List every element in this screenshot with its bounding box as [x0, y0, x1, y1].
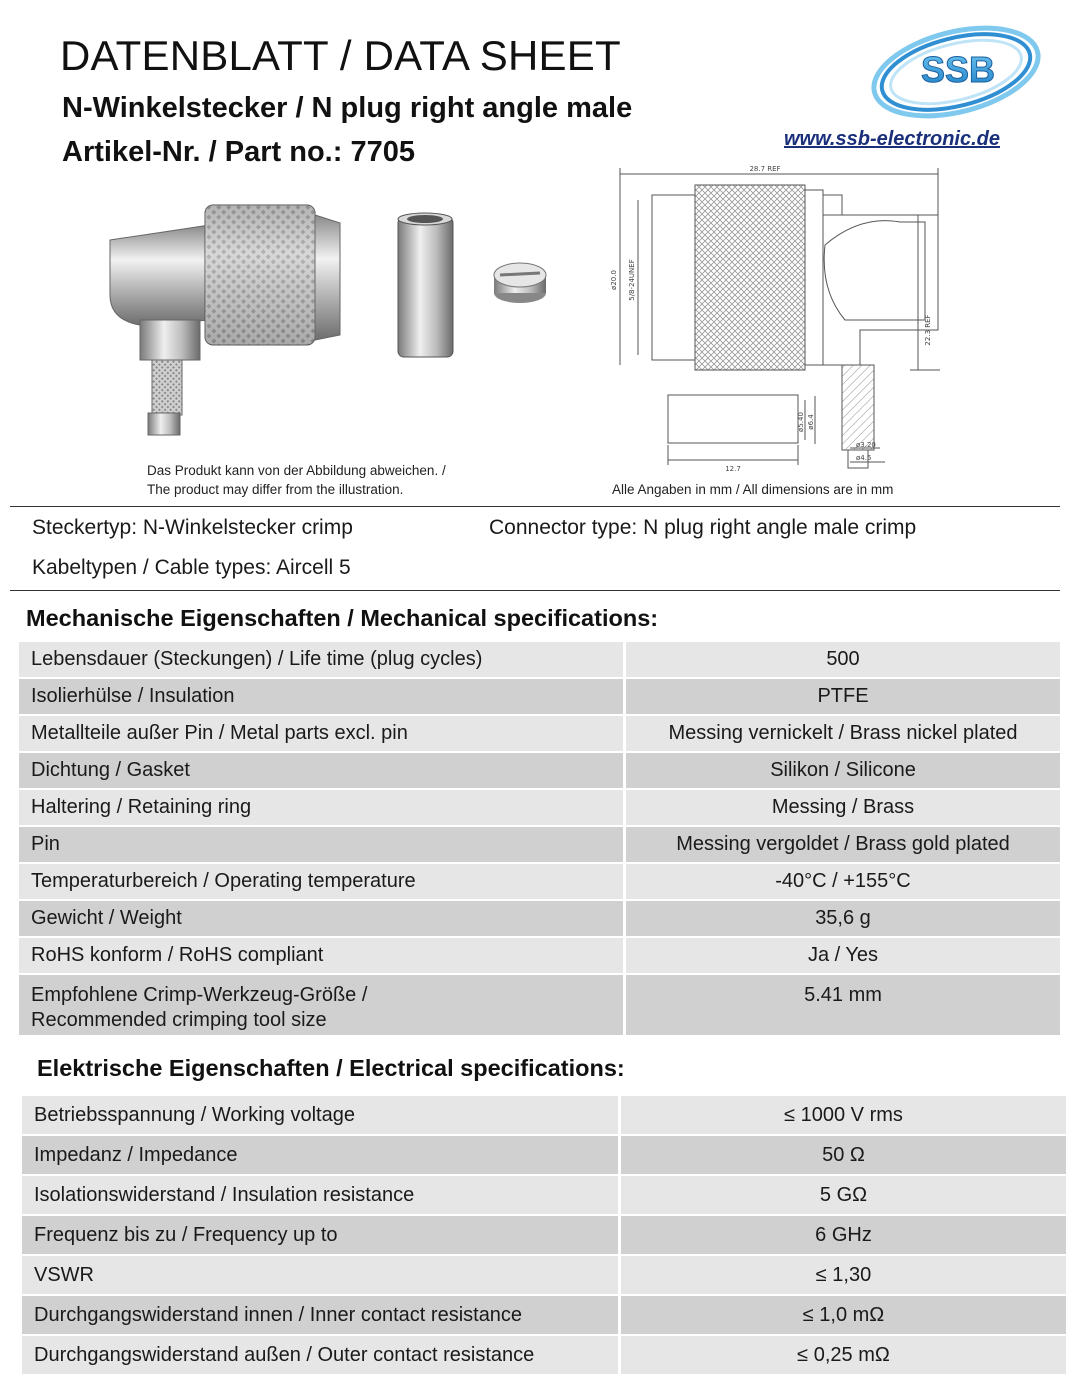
spec-value: ≤ 1000 V rms	[618, 1096, 1066, 1134]
spec-label: Frequenz bis zu / Frequency up to	[22, 1216, 618, 1254]
dimensions-note: Alle Angaben in mm / All dimensions are in mm	[612, 482, 894, 497]
website-link[interactable]: www.ssb-electronic.de	[784, 128, 1000, 150]
spec-label: Metallteile außer Pin / Metal parts excl. pin	[19, 716, 623, 751]
spec-label: Durchgangswiderstand innen / Inner contact resistance	[22, 1296, 618, 1334]
spec-label: Pin	[19, 827, 623, 862]
table-row	[19, 827, 1060, 862]
spec-value: 6 GHz	[618, 1216, 1066, 1254]
spec-value: ≤ 0,25 mΩ	[618, 1336, 1066, 1374]
electrical-table	[22, 1094, 1066, 1376]
photo-disclaimer-en: The product may differ from the illustration.	[147, 482, 404, 497]
svg-text:22.3 REF: 22.3 REF	[924, 314, 932, 346]
spec-label	[19, 975, 623, 1035]
svg-text:ø6.4: ø6.4	[807, 414, 815, 430]
svg-text:ø5.40: ø5.40	[797, 412, 805, 432]
connector-type-de: Steckertyp: N-Winkelstecker crimp	[32, 516, 353, 539]
mechanical-heading: Mechanische Eigenschaften / Mechanical specifications:	[26, 605, 659, 631]
table-row	[22, 1136, 1066, 1174]
svg-text:28.7 REF: 28.7 REF	[749, 165, 781, 173]
spec-label: Isolierhülse / Insulation	[19, 679, 623, 714]
table-row	[22, 1216, 1066, 1254]
svg-text:ø4.5: ø4.5	[856, 454, 872, 462]
spec-value: -40°C / +155°C	[623, 864, 1060, 899]
mechanical-table	[19, 640, 1060, 1037]
spec-value: 5 GΩ	[618, 1176, 1066, 1214]
spec-value: ≤ 1,30	[618, 1256, 1066, 1294]
spec-value: PTFE	[623, 679, 1060, 714]
svg-text:5/8-24UNEF: 5/8-24UNEF	[628, 259, 636, 301]
spec-value: Ja / Yes	[623, 938, 1060, 973]
spec-label: Betriebsspannung / Working voltage	[22, 1096, 618, 1134]
spec-value: 50 Ω	[618, 1136, 1066, 1174]
spec-value: 500	[623, 642, 1060, 677]
page-title: DATENBLATT / DATA SHEET	[60, 32, 621, 79]
spec-label: Haltering / Retaining ring	[19, 790, 623, 825]
ssb-logo	[868, 22, 1044, 120]
spec-value: Messing vernickelt / Brass nickel plated	[623, 716, 1060, 751]
table-row	[22, 1256, 1066, 1294]
spec-value: 5.41 mm	[623, 975, 1060, 1035]
spec-label: Impedanz / Impedance	[22, 1136, 618, 1174]
connector-type-en: Connector type: N plug right angle male crimp	[489, 516, 917, 539]
photo-disclaimer	[147, 461, 446, 499]
svg-text:SSB: SSB	[920, 49, 996, 90]
spec-label-line1: Empfohlene Crimp-Werkzeug-Größe /	[31, 984, 368, 1006]
spec-value: ≤ 1,0 mΩ	[618, 1296, 1066, 1334]
table-row	[22, 1296, 1066, 1334]
spec-label-line2: Recommended crimping tool size	[31, 1009, 327, 1031]
photo-disclaimer-de: Das Produkt kann von der Abbildung abweichen. /	[147, 463, 446, 478]
table-row	[19, 790, 1060, 825]
spec-label: Lebensdauer (Steckungen) / Life time (plug cycles)	[19, 642, 623, 677]
divider-info	[10, 590, 1060, 591]
spec-label: Durchgangswiderstand außen / Outer contact resistance	[22, 1336, 618, 1374]
svg-text:ø3.20: ø3.20	[856, 441, 876, 449]
table-row	[19, 901, 1060, 936]
spec-label: Temperaturbereich / Operating temperature	[19, 864, 623, 899]
spec-value: Silikon / Silicone	[623, 753, 1060, 788]
spec-label: Gewicht / Weight	[19, 901, 623, 936]
table-row	[22, 1176, 1066, 1214]
table-row	[19, 975, 1060, 1035]
spec-label: Dichtung / Gasket	[19, 753, 623, 788]
divider-top	[10, 506, 1060, 507]
table-row	[19, 938, 1060, 973]
product-photo	[100, 185, 580, 445]
spec-value: Messing / Brass	[623, 790, 1060, 825]
spec-label: RoHS konform / RoHS compliant	[19, 938, 623, 973]
product-subtitle: N-Winkelstecker / N plug right angle male	[62, 92, 633, 124]
svg-text:12.7: 12.7	[725, 465, 741, 473]
table-row	[22, 1336, 1066, 1374]
spec-value: Messing vergoldet / Brass gold plated	[623, 827, 1060, 862]
table-row	[19, 679, 1060, 714]
electrical-heading: Elektrische Eigenschaften / Electrical specifications:	[37, 1055, 625, 1081]
table-row	[19, 642, 1060, 677]
table-row	[19, 716, 1060, 751]
spec-value: 35,6 g	[623, 901, 1060, 936]
table-row	[19, 864, 1060, 899]
technical-drawing	[600, 160, 950, 475]
table-row	[19, 753, 1060, 788]
spec-label: Isolationswiderstand / Insulation resistance	[22, 1176, 618, 1214]
table-row	[22, 1096, 1066, 1134]
part-number: Artikel-Nr. / Part no.: 7705	[62, 136, 415, 168]
cable-types: Kabeltypen / Cable types: Aircell 5	[32, 556, 351, 579]
spec-label: VSWR	[22, 1256, 618, 1294]
svg-text:ø20.0: ø20.0	[610, 270, 618, 290]
